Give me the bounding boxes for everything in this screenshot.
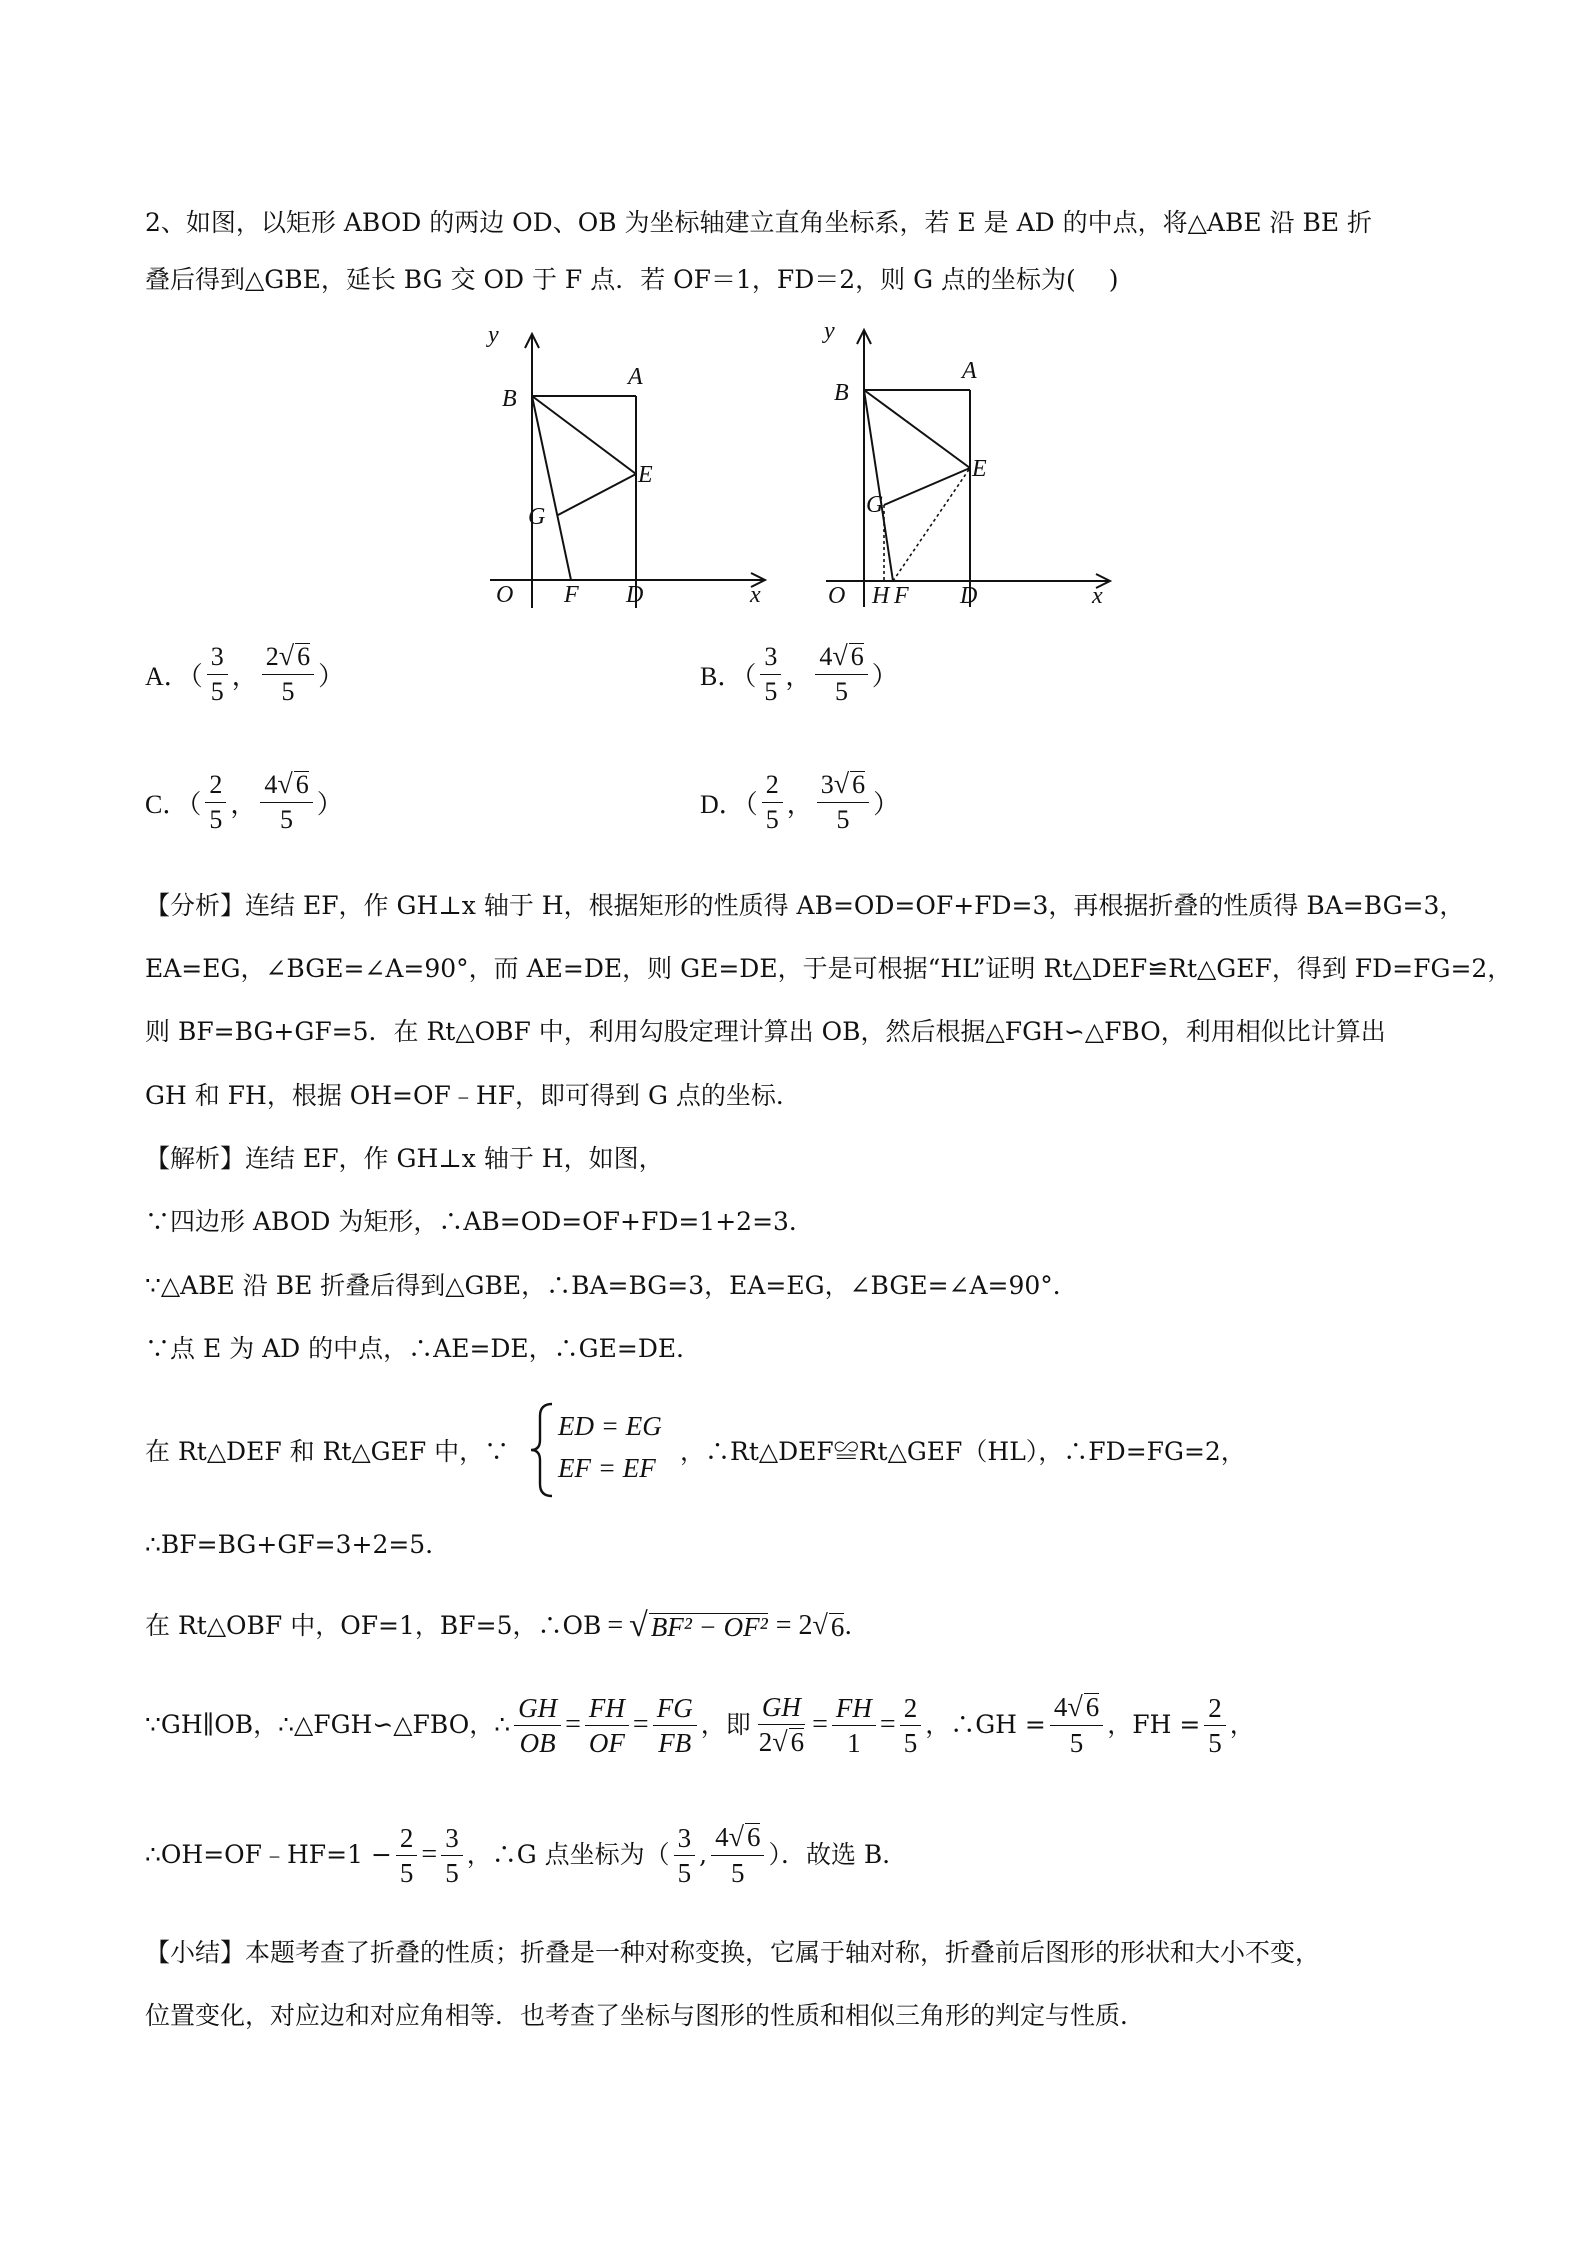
equation-row-2: EF = EF <box>558 1453 656 1483</box>
radical-bf-of: BF² − OF² <box>650 1611 768 1642</box>
fig1-label-o: O <box>496 582 514 608</box>
equation-row-1: ED = EG <box>558 1411 662 1441</box>
fig1-label-x: x <box>750 582 761 608</box>
solution-line-2: ∵四边形 ABOD 为矩形，∴AB=OD=OF+FD=1+2=3． <box>145 1207 814 1236</box>
equation-system <box>558 1405 662 1489</box>
option-c[interactable]: C．（ $\frac{2}{5}$ ， $\frac{4√ 6}{5}$ ） <box>145 769 343 834</box>
fig1-label-g: G <box>528 504 546 530</box>
summary-line-1: 【小结】本题考查了折叠的性质；折叠是一种对称变换，它属于轴对称，折叠前后图形的形状和大小不变， <box>145 1938 1321 1967</box>
solution-line-6: ∴BF=BG+GF=3+2=5． <box>145 1530 451 1559</box>
solution-line-5-post: ，∴Rt△DEF≌Rt△GEF（HL），∴FD=FG=2， <box>680 1437 1246 1466</box>
question-line-1: 2、如图，以矩形 ABOD 的两边 OD、OB 为坐标轴建立直角坐标系，若 E 是 AD 的中点，将△ABE 沿 BE 折 <box>145 208 1373 237</box>
fig2-label-d: D <box>960 583 978 609</box>
fig2-label-g: G <box>866 492 884 518</box>
brace-icon <box>528 1400 556 1500</box>
analysis-line-1: 【分析】连结 EF，作 GH⊥x 轴于 H，根据矩形的性质得 AB=OD=OF+FD=3，再根据折叠的性质得 BA=BG=3， <box>145 891 1465 920</box>
analysis-line-2: EA=EG，∠BGE=∠A=90°，而 AE=DE，则 GE=DE，于是可根据“HL”证明 Rt△DEF≌Rt△GEF，得到 FD=FG=2， <box>145 954 1513 983</box>
solution-line-5-pre: 在 Rt△DEF 和 Rt△GEF 中，∵ <box>145 1437 510 1466</box>
question-line-2: 叠后得到△GBE，延长 BG 交 OD 于 F 点．若 OF＝1，FD＝2，则 G 点的坐标为( ) <box>145 265 1119 294</box>
fig1-label-e: E <box>638 462 653 488</box>
figure-1 <box>470 318 770 622</box>
solution-line-8: ∵GH∥OB，∴△FGH∽△FBO，∴ $\frac{GH}{OB}$ = $\frac{FH}{OF}$ = $\frac{FG}{FB}$ ，即 $\frac{GH}{2√ 6}$ = $\frac{FH}{1}$ = $\frac{2}{5}$ ，∴GH = $\frac{4√ 6}{5}$ ，FH = $\frac{2}{5}$ ， <box>145 1692 1255 1758</box>
fig2-label-h: H <box>872 583 890 609</box>
fig2-label-e: E <box>972 456 987 482</box>
solution-line-1: 【解析】连结 EF，作 GH⊥x 轴于 H，如图， <box>145 1144 664 1173</box>
fig2-label-b: B <box>834 380 849 406</box>
solution-line-9: ∴OH=OF﹣HF=1 − $\frac{2}{5}$ = $\frac{3}{5}$ ，∴G 点坐标为（ $\frac{3}{5}$ , $\frac{4√ 6}{5}$ ）．故选 B． <box>145 1822 908 1888</box>
solution-line-4: ∵点 E 为 AD 的中点，∴AE=DE，∴GE=DE． <box>145 1334 702 1363</box>
option-b-letter: B．（ <box>700 662 757 691</box>
option-b[interactable]: B．（ $\frac{3}{5}$ ， $\frac{4√ 6}{5}$ ） <box>700 641 898 706</box>
solution-line-7: 在 Rt△OBF 中，OF=1，BF=5，∴OB = √ BF² − OF² = 2 √ 6 ． <box>145 1607 870 1644</box>
fig1-label-b: B <box>502 386 517 412</box>
option-a[interactable]: A．（ $\frac{3}{5}$ ， $\frac{2√ 6}{5}$ ） <box>145 641 345 706</box>
summary-line-2: 位置变化，对应边和对应角相等．也考查了坐标与图形的性质和相似三角形的判定与性质． <box>145 2001 1146 2030</box>
figure-2 <box>810 312 1120 621</box>
fig1-label-y: y <box>488 322 499 348</box>
analysis-line-4: GH 和 FH，根据 OH=OF﹣HF，即可得到 G 点的坐标． <box>145 1081 801 1110</box>
solution-line-3: ∵△ABE 沿 BE 折叠后得到△GBE，∴BA=BG=3，EA=EG，∠BGE=∠A=90°． <box>145 1271 1078 1300</box>
fig1-label-d: D <box>626 582 644 608</box>
fig2-label-o: O <box>828 583 846 609</box>
option-c-letter: C．（ <box>145 790 202 819</box>
option-a-letter: A．（ <box>145 662 203 691</box>
fig2-label-f: F <box>894 583 909 609</box>
fig1-label-a: A <box>628 364 643 390</box>
fig2-label-x: x <box>1092 583 1103 609</box>
fig1-label-f: F <box>564 582 579 608</box>
option-d[interactable]: D．（ $\frac{2}{5}$ ， $\frac{3√ 6}{5}$ ） <box>700 769 900 834</box>
fig2-label-y: y <box>824 318 835 344</box>
option-d-letter: D．（ <box>700 790 758 819</box>
fig2-label-a: A <box>962 358 977 384</box>
analysis-line-3: 则 BF=BG+GF=5．在 Rt△OBF 中，利用勾股定理计算出 OB，然后根据△FGH∽△FBO，利用相似比计算出 <box>145 1017 1386 1046</box>
